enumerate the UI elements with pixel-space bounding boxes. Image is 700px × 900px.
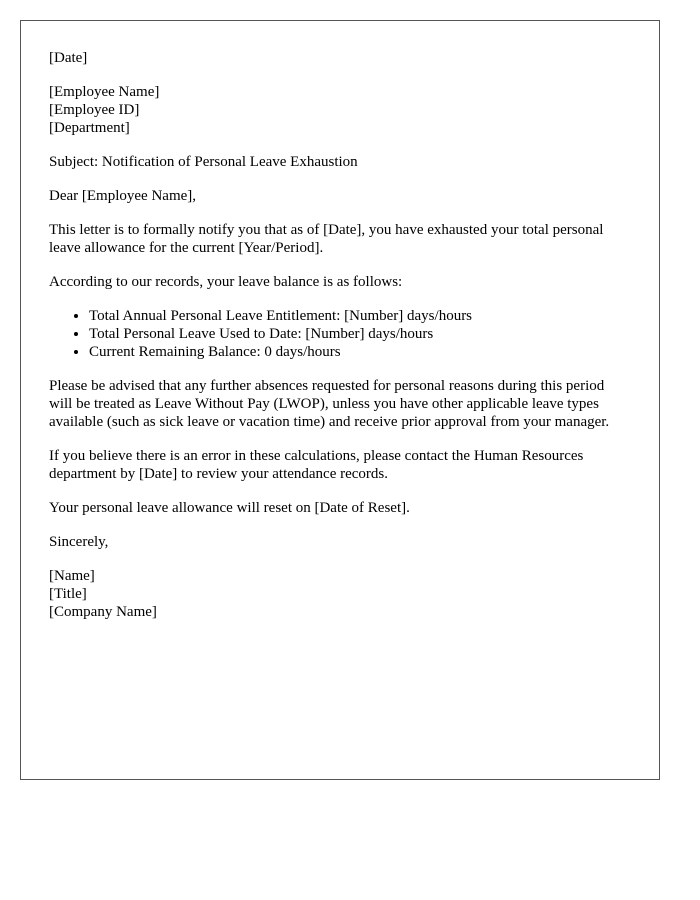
letter-salutation: Dear [Employee Name],	[49, 188, 197, 204]
records-paragraph: According to our records, your leave balance is as follows:	[49, 274, 403, 290]
recipient-block	[49, 83, 631, 137]
letter-page	[20, 20, 660, 780]
signature-block	[49, 567, 631, 621]
balance-item-used: • Total Personal Leave Used to Date: [Number] days/hours	[89, 325, 631, 343]
letter-subject: Subject: Notification of Personal Leave Exhaustion	[49, 154, 358, 170]
signature-name: [Name]	[49, 568, 95, 584]
intro-paragraph: This letter is to formally notify you that as of [Date], you have exhausted your total personal leave allowance for the current [Year/Period].	[49, 222, 604, 256]
error-paragraph: If you believe there is an error in these calculations, please contact the Human Resources department by [Date] to review your attendance records.	[49, 448, 584, 482]
recipient-department: [Department]	[49, 120, 130, 136]
balance-list	[49, 307, 631, 361]
balance-item-remaining: • Current Remaining Balance: 0 days/hours	[89, 343, 631, 361]
balance-item-entitlement: • Total Annual Personal Leave Entitlement: [Number] days/hours	[89, 307, 631, 325]
recipient-name: [Employee Name]	[49, 84, 160, 100]
letter-closing: Sincerely,	[49, 534, 109, 550]
advice-paragraph: Please be advised that any further absences requested for personal reasons during this period will be treated as Leave Without Pay (LWOP), unless you have other applicable leave types available (such as sick leave or vacation time) and receive prior approval from your manager.	[49, 378, 610, 430]
reset-paragraph: Your personal leave allowance will reset on [Date of Reset].	[49, 500, 410, 516]
letter-date: [Date]	[49, 50, 88, 66]
recipient-id: [Employee ID]	[49, 102, 140, 118]
signature-company: [Company Name]	[49, 604, 157, 620]
signature-title: [Title]	[49, 586, 87, 602]
